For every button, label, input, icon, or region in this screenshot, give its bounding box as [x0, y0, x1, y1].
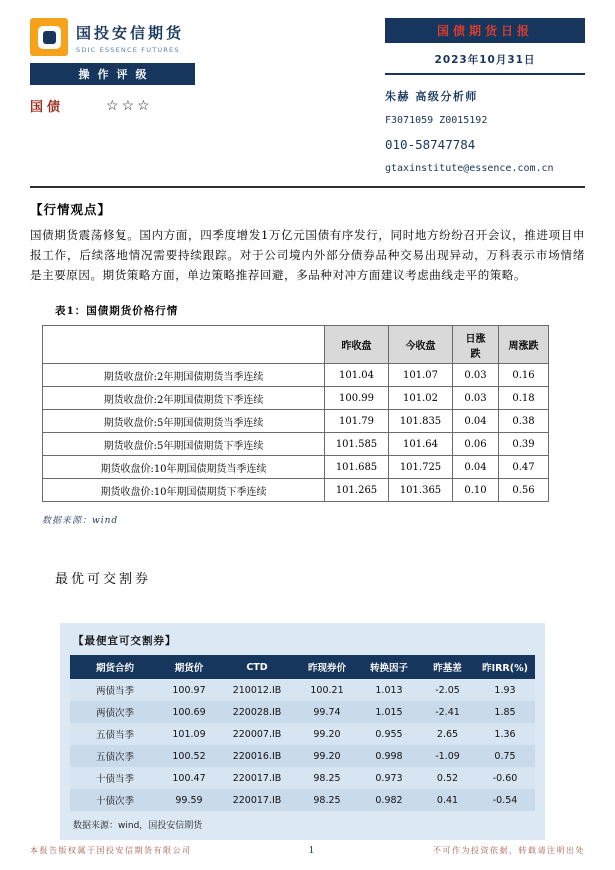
- table1-corner-header: [43, 326, 325, 364]
- table1-col-header: 昨收盘: [325, 326, 389, 364]
- table-cell: 五债当季: [95, 730, 134, 742]
- table-cell: 十债当季: [95, 774, 134, 786]
- header-right-column: [385, 18, 585, 174]
- analyst-name: 朱赫 高级分析师: [385, 90, 478, 103]
- table-cell: -2.41: [435, 706, 460, 718]
- table-cell: 1.85: [494, 706, 516, 718]
- table-cell: 0.955: [375, 728, 403, 740]
- table-cell: 101.265: [325, 479, 389, 502]
- table-cell: 期货收盘价:2年期国债期货下季连续: [43, 387, 325, 410]
- rating-stars: ☆☆☆: [106, 97, 153, 114]
- footer-disclaimer-left: 本报告版权属于国投安信期货有限公司: [30, 846, 192, 855]
- table1-head: [43, 326, 549, 364]
- table-cell: 220007.IB: [232, 728, 282, 740]
- report-date: 2023年10月31日: [385, 43, 585, 75]
- table-cell: 101.09: [172, 728, 206, 740]
- table-cell: 98.25: [313, 794, 341, 806]
- table-cell: -2.05: [435, 684, 460, 696]
- header-divider: [30, 186, 585, 188]
- ctd-col-header: 昨基差: [420, 655, 475, 679]
- table-row: [43, 410, 549, 433]
- header-left-column: [30, 18, 360, 174]
- ctd-table-panel: [60, 623, 545, 840]
- table-cell: -1.09: [435, 750, 460, 762]
- table1-title: 表1：国债期货价格行情: [55, 305, 179, 318]
- table-cell: 101.07: [389, 364, 453, 387]
- table-cell: 101.365: [389, 479, 453, 502]
- table-cell: 101.64: [389, 433, 453, 456]
- product-name: 国债: [30, 100, 65, 115]
- table-cell: 2.65: [436, 728, 459, 740]
- table-cell: 两债当季: [95, 686, 134, 698]
- table-cell: 0.18: [499, 387, 549, 410]
- table-cell: 0.03: [453, 387, 499, 410]
- table-cell: 99.74: [313, 706, 341, 718]
- table-row: [43, 479, 549, 502]
- table-row: [70, 679, 535, 701]
- table-cell: 100.52: [172, 750, 206, 762]
- report-title-banner: 国债期货日报: [385, 18, 585, 43]
- logo-inner-square: [43, 31, 56, 44]
- table-cell: 十债次季: [95, 796, 134, 808]
- table-cell: 220016.IB: [232, 750, 282, 762]
- table-cell: -0.60: [492, 772, 518, 784]
- table-row: [43, 433, 549, 456]
- ctd-table: [70, 655, 535, 811]
- table-cell: 220017.IB: [232, 794, 282, 806]
- table-cell: 101.04: [325, 364, 389, 387]
- table-row: [43, 456, 549, 479]
- ctd-table-source: 数据来源：wind，国投安信期货: [73, 821, 203, 832]
- analyst-license-ids: F3071059 Z0015192: [385, 115, 488, 126]
- table-cell: 两债次季: [95, 708, 134, 720]
- market-view-heading: 【行情观点】: [30, 202, 112, 217]
- table-cell: 0.52: [436, 772, 459, 784]
- table-cell: 100.69: [172, 706, 206, 718]
- table-cell: 98.25: [313, 772, 341, 784]
- table-cell: 220017.IB: [232, 772, 282, 784]
- table1-body: [43, 364, 549, 502]
- table-cell: 五债次季: [95, 752, 134, 764]
- table-cell: 0.998: [375, 750, 403, 762]
- futures-price-table: [42, 325, 549, 502]
- table-cell: -0.54: [492, 794, 518, 806]
- page-footer: [30, 845, 585, 856]
- contact-email: gtaxinstitute@essence.com.cn: [385, 163, 554, 174]
- table-row: [70, 701, 535, 723]
- footer-disclaimer-right: 不可作为投资依据，转载请注明出处: [432, 846, 585, 855]
- table-cell: 0.38: [499, 410, 549, 433]
- table-cell: 0.47: [499, 456, 549, 479]
- ctd-col-header: 转换因子: [358, 655, 420, 679]
- table-cell: 0.04: [453, 456, 499, 479]
- table-cell: 0.41: [436, 794, 459, 806]
- table-cell: 0.39: [499, 433, 549, 456]
- table-cell: 0.03: [453, 364, 499, 387]
- table1-source: 数据来源：wind: [42, 516, 119, 527]
- table-row: [70, 723, 535, 745]
- ctd-col-header: 期货合约: [70, 655, 160, 679]
- ctd-col-header: 昨IRR(%): [475, 655, 535, 679]
- table1-col-header: 今收盘: [389, 326, 453, 364]
- table-row: [70, 789, 535, 811]
- table-cell: 101.79: [325, 410, 389, 433]
- table-cell: 101.02: [389, 387, 453, 410]
- table-cell: 1.013: [375, 684, 403, 696]
- table-cell: 0.16: [499, 364, 549, 387]
- table-cell: 99.20: [313, 750, 341, 762]
- table-cell: 101.685: [325, 456, 389, 479]
- market-view-body: 国债期货震荡修复。国内方面，四季度增发1万亿元国债有序发行，同时地方纷纷召开会议，推进项目申报工作，后续落地情况需要持续跟踪。对于公司境内外部分债券品种交易出现异动，万科表示市场情绪是主要原因。期货策略方面，单边策略推荐回避，多品种对冲方面建议考虑曲线走平的策略。: [30, 228, 585, 282]
- page-number: 1: [308, 845, 316, 856]
- brand-text: [76, 18, 184, 54]
- table-cell: 0.982: [375, 794, 403, 806]
- table-cell: 101.725: [389, 456, 453, 479]
- ctd-col-header: 期货价: [160, 655, 218, 679]
- ctd-col-header: CTD: [218, 655, 296, 679]
- table-cell: 99.20: [313, 728, 341, 740]
- table-cell: 100.21: [310, 684, 344, 696]
- table-cell: 101.835: [389, 410, 453, 433]
- table-cell: 0.10: [453, 479, 499, 502]
- table-row: [43, 387, 549, 410]
- report-header: [30, 18, 585, 174]
- table-cell: 100.99: [325, 387, 389, 410]
- table-cell: 1.93: [494, 684, 516, 696]
- table-cell: 期货收盘价:5年期国债期货下季连续: [43, 433, 325, 456]
- table-cell: 0.75: [494, 750, 516, 762]
- product-rating-row: [30, 96, 360, 115]
- table-cell: 期货收盘价:10年期国债期货下季连续: [43, 479, 325, 502]
- table-cell: 210012.IB: [232, 684, 282, 696]
- table1-col-header: 周涨跌: [499, 326, 549, 364]
- table-cell: 100.97: [172, 684, 206, 696]
- operation-rating-bar: 操作评级: [30, 63, 195, 85]
- table-cell: 0.06: [453, 433, 499, 456]
- ctd-table-body: [70, 679, 535, 811]
- table-row: [43, 364, 549, 387]
- table-row: [70, 745, 535, 767]
- table-cell: 101.585: [325, 433, 389, 456]
- table-cell: 220028.IB: [232, 706, 282, 718]
- market-view-section: [30, 200, 585, 285]
- company-logo-icon: [30, 18, 68, 56]
- table-cell: 0.56: [499, 479, 549, 502]
- table-cell: 期货收盘价:5年期国债期货当季连续: [43, 410, 325, 433]
- ctd-table-title: 【最便宜可交割券】: [73, 635, 177, 648]
- ctd-table-head: [70, 655, 535, 679]
- contact-phone: 010-58747784: [385, 137, 476, 152]
- company-subtitle: SDIC ESSENCE FUTURES: [76, 46, 180, 54]
- brand-row: [30, 18, 360, 56]
- company-name: 国投安信期货: [76, 24, 185, 42]
- table-cell: 期货收盘价:10年期国债期货当季连续: [43, 456, 325, 479]
- table-cell: 1.36: [494, 728, 516, 740]
- table1-header-row: [43, 326, 549, 364]
- table-cell: 100.47: [172, 772, 206, 784]
- table-cell: 99.59: [175, 794, 203, 806]
- futures-price-section: [42, 303, 585, 526]
- cheapest-deliverable-label: 最优可交割券: [55, 572, 152, 588]
- ctd-header-row: [70, 655, 535, 679]
- table-cell: 期货收盘价:2年期国债期货当季连续: [43, 364, 325, 387]
- table-cell: 0.04: [453, 410, 499, 433]
- table-row: [70, 767, 535, 789]
- table1-col-header: 日涨跌: [453, 326, 499, 364]
- ctd-col-header: 昨现券价: [296, 655, 358, 679]
- table-cell: 0.973: [375, 772, 403, 784]
- table-cell: 1.015: [375, 706, 403, 718]
